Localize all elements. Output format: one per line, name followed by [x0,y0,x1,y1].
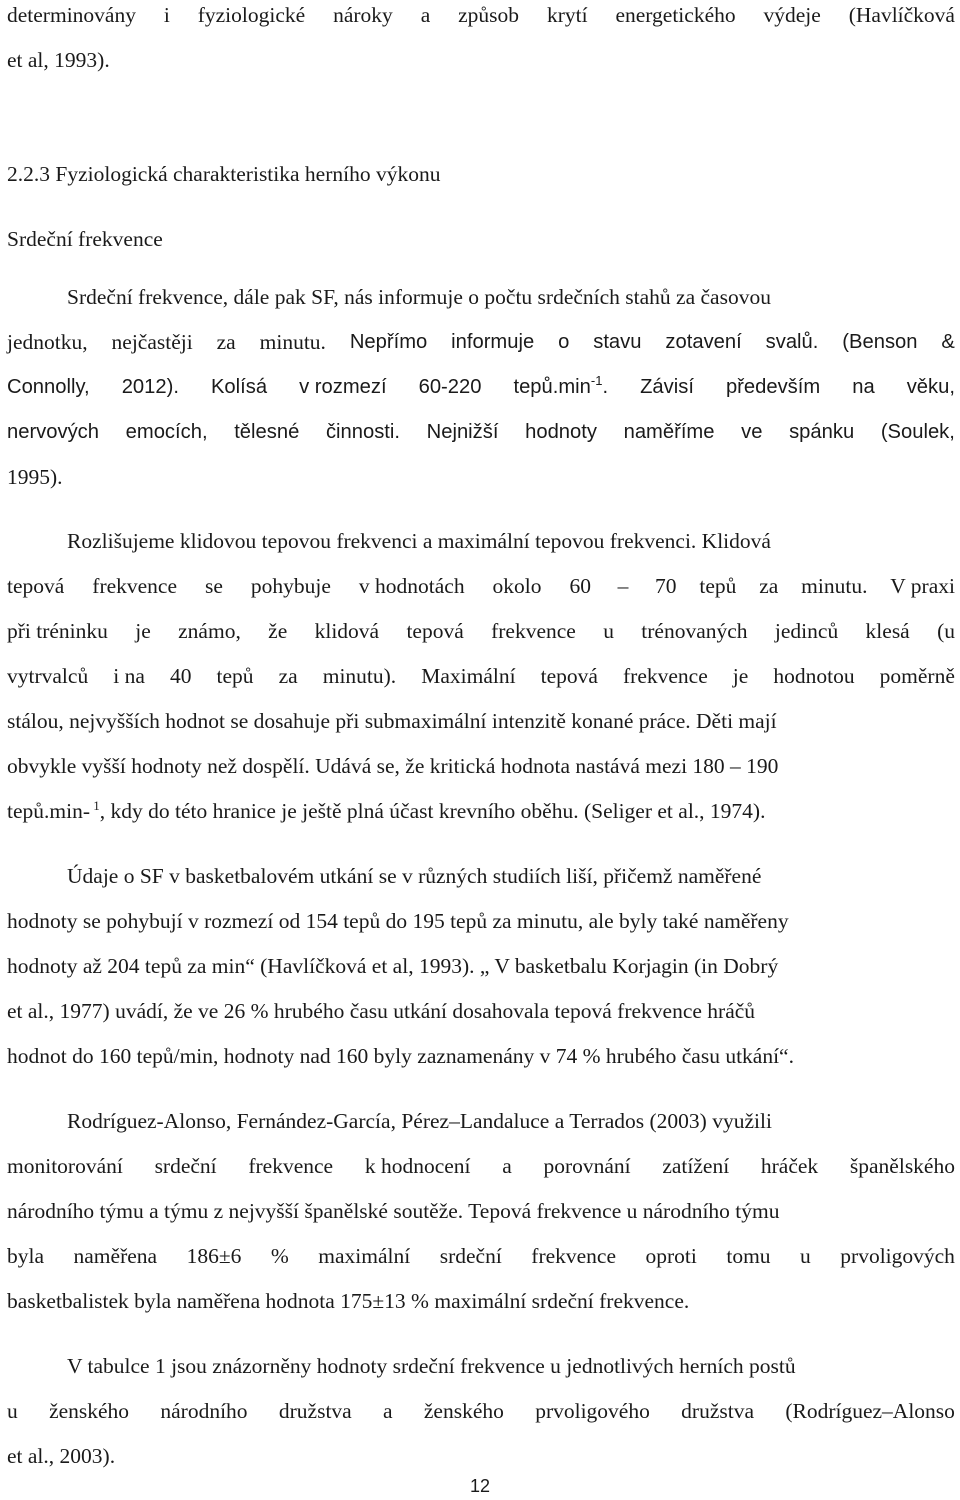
word: ve [741,421,763,443]
word: 60 [569,574,591,598]
paragraph-4-line-4 [7,1241,955,1271]
p1-word: 2012). [121,376,179,398]
word: a [383,1399,393,1423]
p2-unit: tepů.min- [7,799,90,823]
p2-line2-left [7,571,591,601]
word: (Rodríguez–Alonso [785,1399,955,1423]
paragraph-2-line-4 [7,661,955,691]
word: klesá [865,619,910,643]
word: (Havlíčková [848,3,955,27]
paragraph-2-line-1: Rozlišujeme klidovou tepovou frekvenci a maximální tepovou frekvenci. Klidová [67,529,771,553]
paragraph-1-line-3 [7,372,955,402]
word: známo, [178,619,241,643]
paragraph-3-line-5: hodnot do 160 tepů/min, hodnoty nad 160 byly zaznamenány v 74 % hrubého času utkání“. [7,1044,794,1068]
word: činnosti. [325,421,401,443]
word: jednotku, [7,330,88,354]
word: oproti [645,1244,697,1268]
superscript: 1 [90,798,100,813]
paragraph-1-line-4 [7,417,955,447]
word: za [278,664,298,688]
word: nervových [7,421,100,443]
paragraph-4-line-2 [7,1151,955,1181]
word: frekvence [491,619,576,643]
word: že [268,619,288,643]
word: trénovaných [641,619,748,643]
p1-word: Kolísá [210,376,268,398]
paragraph-4-line-5: basketbalistek byla naměřena hodnota 175±13 % maximální srdeční frekvence. [7,1289,690,1313]
word: minutu). [322,664,397,688]
p1-unit: tepů.min [513,376,591,398]
word: srdeční [154,1154,217,1178]
word: srdeční [439,1244,502,1268]
word: jedinců [774,619,839,643]
word: 70 [655,574,677,598]
p2-line2-right [655,571,955,601]
word: maximální [318,1244,411,1268]
word: svalů. [765,331,819,353]
word: Maximální [421,664,516,688]
word: a [420,3,431,27]
word: krytí [546,3,588,27]
word: Nepřímo [349,331,428,353]
word: způsob [458,3,520,27]
word: & [941,331,955,353]
word: frekvence [531,1244,617,1268]
word: prvoligových [840,1244,955,1268]
word: tělesné [234,421,300,443]
word: nejčastěji [111,330,193,354]
intro-line-2: et al, 1993). [7,48,110,72]
section-heading: 2.2.3 Fyziologická charakteristika herního výkonu [7,162,441,186]
word: 186±6 [186,1244,242,1268]
page-number: 12 [469,1476,491,1496]
word: o [558,331,570,353]
word: tepová [7,574,65,598]
word: byla [7,1244,45,1268]
intro-line-1 [7,0,955,30]
word: vytrvalců [7,664,89,688]
word: španělského [849,1154,955,1178]
paragraph-5-line-1: V tabulce 1 jsou znázorněny hodnoty srdeční frekvence u jednotlivých herních postů [67,1354,796,1378]
word: fyziologické [197,3,306,27]
word: při tréninku [7,619,108,643]
paragraph-4-line-1: Rodríguez-Alonso, Fernández-García, Pérez–Landaluce a Terrados (2003) využili [67,1109,772,1133]
p1-word: Connolly, [7,376,90,398]
p1-word-with-superscript [513,372,608,402]
word: nároky [333,3,393,27]
word: monitorování [7,1154,123,1178]
word: zotavení [665,331,742,353]
word: u [7,1399,18,1423]
word: je [732,664,749,688]
superscript: -1 [590,373,603,388]
paragraph-5-line-2 [7,1396,955,1426]
word: (Benson [842,331,918,353]
word: družstva [278,1399,352,1423]
word: klidová [314,619,380,643]
word: tepová [406,619,464,643]
p1-period: . [602,376,609,398]
word: i [163,3,170,27]
word: minutu. [259,330,326,354]
word: družstva [681,1399,755,1423]
word: je [135,619,151,643]
p1-word: Závisí [640,376,694,398]
word: u [603,619,614,643]
word: naměříme [623,421,715,443]
word: u [800,1244,811,1268]
word: za [216,330,236,354]
paragraph-2-line-6: obvykle vyšší hodnoty než dospělí. Udává se, že kritická hodnota nastává mezi 180 – 190 [7,754,779,778]
word: (Soulek, [880,421,955,443]
word: v hodnotách [358,574,465,598]
paragraph-2-line-2 [7,571,955,601]
p1-word: v rozmezí [299,376,387,398]
word: emocích, [125,421,208,443]
word: ženského [49,1399,130,1423]
word: hodnotou [773,664,855,688]
paragraph-2-line-3 [7,616,955,646]
word: výdeje [763,3,821,27]
paragraph-2-line-7 [7,796,955,826]
word: ženského [423,1399,504,1423]
paragraph-5-line-3: et al., 2003). [7,1444,116,1468]
paragraph-3-line-2: hodnoty se pohybují v rozmezí od 154 tepů do 195 tepů za minutu, ale byly také naměřeny [7,909,789,933]
word: (u [937,619,955,643]
p1-word: věku, [906,376,955,398]
word: informuje [451,331,535,353]
word: frekvence [623,664,708,688]
paragraph-1-line-5: 1995). [7,465,63,489]
word: tepů [699,574,737,598]
word: hráček [760,1154,819,1178]
paragraph-1-line-2 [7,327,955,357]
word: % [270,1244,289,1268]
subheading: Srdeční frekvence [7,227,163,251]
word: hodnoty [525,421,597,443]
word: se [205,574,223,598]
word: determinovány [7,3,136,27]
word: 40 [169,664,192,688]
word: Nejnižší [426,421,499,443]
word: poměrně [879,664,955,688]
en-dash: – [617,574,629,598]
word: minutu. [801,574,868,598]
word: frekvence [248,1154,334,1178]
word: i na [113,664,145,688]
p1-word: 60-220 [418,376,482,398]
word: prvoligového [535,1399,650,1423]
word: tepů [216,664,254,688]
paragraph-2-line-5: stálou, nejvyšších hodnot se dosahuje při submaximální intenzitě konané práce. Děti mají [7,709,777,733]
word: národního [160,1399,248,1423]
word: tomu [726,1244,771,1268]
p1-word: na [852,376,875,398]
word: tepová [540,664,598,688]
word: za [759,574,779,598]
word: zatížení [662,1154,730,1178]
paragraph-1-line-1: Srdeční frekvence, dále pak SF, nás informuje o počtu srdečních stahů za časovou [67,285,771,309]
word: pohybuje [250,574,331,598]
word: porovnání [543,1154,631,1178]
p1-word: především [725,376,821,398]
word: energetického [615,3,736,27]
word: okolo [492,574,542,598]
word: naměřena [73,1244,158,1268]
word: spánku [789,421,855,443]
word: k hodnocení [364,1154,471,1178]
paragraph-3-line-3: hodnoty až 204 tepů za min“ (Havlíčková et al, 1993). „ V basketbalu Korjagin (in Dobrý [7,954,779,978]
word: frekvence [92,574,178,598]
word: a [502,1154,512,1178]
paragraph-3-line-1: Údaje o SF v basketbalovém utkání se v různých studiích liší, přičemž naměřené [67,864,762,888]
word: stavu [593,331,642,353]
paragraph-4-line-3: národního týmu a týmu z nejvyšší španělské soutěže. Tepová frekvence u národního týmu [7,1199,780,1223]
word: V praxi [890,574,955,598]
paragraph-3-line-4: et al., 1977) uvádí, že ve 26 % hrubého času utkání dosahovala tepová frekvence hráčů [7,999,756,1023]
p2-line7-rest: , kdy do této hranice je ještě plná účast krevního oběhu. (Seliger et al., 1974). [99,799,766,823]
